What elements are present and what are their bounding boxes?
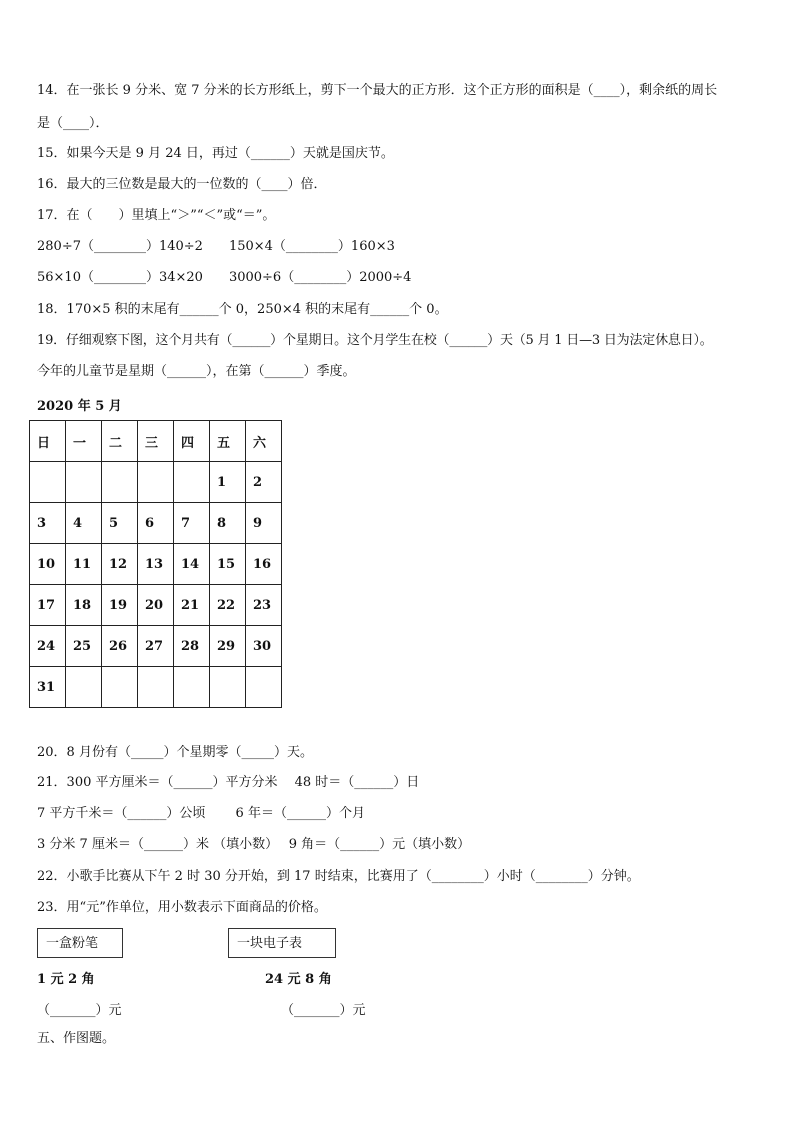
calendar-week-row xyxy=(30,544,282,585)
section-5-heading: 五、作图题。 xyxy=(37,1031,116,1046)
calendar-day-cell: 9 xyxy=(246,503,282,544)
calendar-header-cell: 四 xyxy=(174,421,210,462)
calendar-week-row xyxy=(30,585,282,626)
calendar-day-cell: 7 xyxy=(174,503,210,544)
question-17: 17．在（ ）里填上“＞”“＜”或“＝”。 xyxy=(37,208,276,223)
question-21-row-1: 21．300 平方厘米＝（______）平方分米 48 时＝（______）日 xyxy=(37,775,420,790)
item-label-chalk: 一盒粉笔 xyxy=(37,928,123,958)
calendar-day-cell xyxy=(246,667,282,708)
item-price-watch: 24 元 8 角 xyxy=(265,972,332,987)
calendar-header-cell: 五 xyxy=(210,421,246,462)
calendar-day-cell: 20 xyxy=(138,585,174,626)
question-15: 15．如果今天是 9 月 24 日，再过（______）天就是国庆节。 xyxy=(37,146,394,161)
question-19-line-1: 19．仔细观察下图，这个月共有（______）个星期日。这个月学生在校（______）天（5 月 1 日—3 日为法定休息日）。 xyxy=(37,333,713,348)
calendar-day-cell xyxy=(174,462,210,503)
question-19-line-2: 今年的儿童节是星期（______），在第（______）季度。 xyxy=(37,364,356,379)
question-18: 18．170×5 积的末尾有______个 0，250×4 积的末尾有______个 0。 xyxy=(37,302,448,317)
calendar-day-cell: 1 xyxy=(210,462,246,503)
calendar-day-cell: 27 xyxy=(138,626,174,667)
calendar-day-cell: 11 xyxy=(66,544,102,585)
calendar-day-cell: 4 xyxy=(66,503,102,544)
calendar-header-row xyxy=(30,421,282,462)
question-17-row-1: 280÷7（________）140÷2 150×4（________）160×3 xyxy=(37,239,395,254)
item-price-chalk: 1 元 2 角 xyxy=(37,972,95,987)
calendar-day-cell xyxy=(210,667,246,708)
calendar-day-cell xyxy=(138,667,174,708)
calendar-day-cell: 31 xyxy=(30,667,66,708)
calendar-day-cell: 19 xyxy=(102,585,138,626)
calendar-day-cell: 3 xyxy=(30,503,66,544)
calendar-day-cell: 25 xyxy=(66,626,102,667)
calendar-title: 2020 年 5 月 xyxy=(37,399,122,414)
calendar-day-cell: 14 xyxy=(174,544,210,585)
question-23: 23．用“元”作单位，用小数表示下面商品的价格。 xyxy=(37,900,327,915)
calendar-day-cell: 24 xyxy=(30,626,66,667)
calendar-day-cell xyxy=(66,667,102,708)
calendar-header-cell: 日 xyxy=(30,421,66,462)
calendar-day-cell: 15 xyxy=(210,544,246,585)
calendar-day-cell: 8 xyxy=(210,503,246,544)
calendar-day-cell: 21 xyxy=(174,585,210,626)
calendar-day-cell: 17 xyxy=(30,585,66,626)
calendar-header-cell: 二 xyxy=(102,421,138,462)
calendar-day-cell xyxy=(102,462,138,503)
calendar-header-cell: 一 xyxy=(66,421,102,462)
calendar-table xyxy=(29,420,282,708)
calendar-week-row xyxy=(30,626,282,667)
calendar-day-cell: 22 xyxy=(210,585,246,626)
calendar-day-cell: 18 xyxy=(66,585,102,626)
calendar-day-cell: 30 xyxy=(246,626,282,667)
calendar-day-cell: 10 xyxy=(30,544,66,585)
question-17-row-2: 56×10（________）34×20 3000÷6（________）2000÷4 xyxy=(37,270,412,285)
calendar-day-cell: 29 xyxy=(210,626,246,667)
question-14-line-1: 14．在一张长 9 分米、宽 7 分米的长方形纸上，剪下一个最大的正方形．这个正方形的面积是（____），剩余纸的周长 xyxy=(37,83,718,98)
calendar-day-cell: 5 xyxy=(102,503,138,544)
calendar-week-row xyxy=(30,667,282,708)
item-label-watch: 一块电子表 xyxy=(228,928,336,958)
calendar-day-cell: 16 xyxy=(246,544,282,585)
question-14-line-2: 是（____）． xyxy=(37,116,109,131)
question-16: 16．最大的三位数是最大的一位数的（____）倍． xyxy=(37,177,327,192)
item-answer-chalk: （_______）元 xyxy=(37,1003,122,1018)
calendar-day-cell: 28 xyxy=(174,626,210,667)
calendar-week-row xyxy=(30,503,282,544)
calendar-day-cell: 23 xyxy=(246,585,282,626)
item-answer-watch: （_______）元 xyxy=(281,1003,366,1018)
question-22: 22．小歌手比赛从下午 2 时 30 分开始，到 17 时结束，比赛用了（________）小时（________）分钟。 xyxy=(37,869,640,884)
calendar-day-cell: 6 xyxy=(138,503,174,544)
calendar-day-cell xyxy=(66,462,102,503)
question-21-row-2: 7 平方千米＝（______）公顷 6 年＝（______）个月 xyxy=(37,806,365,821)
calendar-day-cell xyxy=(174,667,210,708)
calendar-day-cell: 2 xyxy=(246,462,282,503)
calendar-day-cell xyxy=(102,667,138,708)
calendar-week-row xyxy=(30,462,282,503)
calendar-day-cell xyxy=(30,462,66,503)
calendar-day-cell xyxy=(138,462,174,503)
calendar-header-cell: 六 xyxy=(246,421,282,462)
calendar-day-cell: 12 xyxy=(102,544,138,585)
question-21-row-3: 3 分米 7 厘米＝（______）米 （填小数） 9 角＝（______）元（填小数） xyxy=(37,837,471,852)
calendar-header-cell: 三 xyxy=(138,421,174,462)
calendar-day-cell: 13 xyxy=(138,544,174,585)
question-20: 20．8 月份有（_____）个星期零（_____）天。 xyxy=(37,745,313,760)
calendar-day-cell: 26 xyxy=(102,626,138,667)
